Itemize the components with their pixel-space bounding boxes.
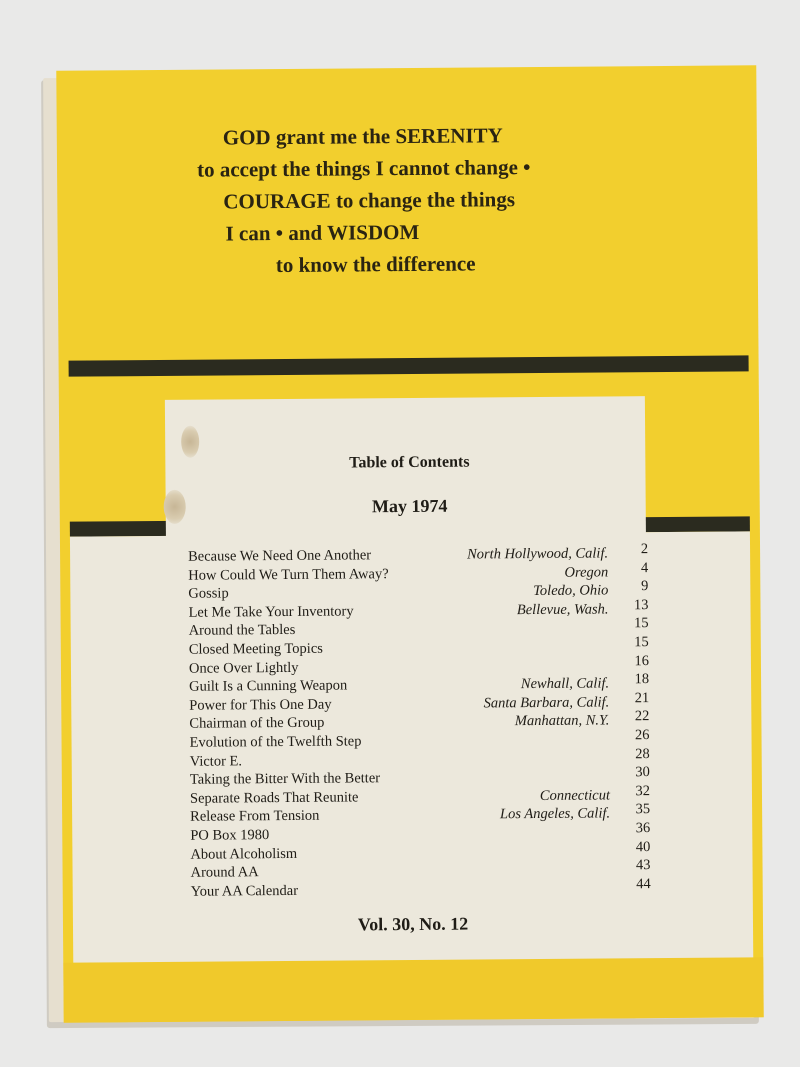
toc-entry-page: 32 (635, 782, 651, 799)
toc-entry-title: Evolution of the Twelfth Step (189, 733, 362, 751)
prayer-line: to accept the things I cannot change • (196, 155, 531, 182)
toc-entry-title: Closed Meeting Topics (188, 640, 323, 658)
toc-entry-page: 40 (635, 838, 651, 855)
toc-entry-location: Santa Barbara, Calif. (483, 694, 610, 712)
toc-entry-title: Separate Roads That Reunite (189, 789, 359, 807)
magazine-back-cover (56, 65, 763, 1022)
toc-entry-title: Guilt Is a Cunning Weapon (189, 677, 348, 695)
toc-entry-page: 15 (634, 634, 649, 651)
toc-entry-page: 16 (634, 652, 649, 669)
toc-entry-page: 28 (635, 745, 650, 762)
volume-number: Vol. 30, No. 12 (357, 913, 469, 935)
toc-entry-title: Gossip (188, 585, 229, 602)
toc-entry-page: 26 (634, 727, 650, 744)
toc-entry-location: Bellevue, Wash. (516, 601, 609, 618)
toc-entry-title: Once Over Lightly (188, 659, 299, 677)
toc-entry-location: Connecticut (539, 787, 611, 804)
paper-stain (181, 426, 199, 458)
toc-entry-page: 22 (634, 708, 650, 725)
toc-entry-title: Your AA Calendar (190, 882, 299, 900)
toc-entry-title: Chairman of the Group (189, 715, 325, 733)
toc-entry-page: 15 (634, 615, 649, 632)
toc-entry-page: 30 (635, 764, 650, 781)
prayer-line: GOD grant me the SERENITY (222, 123, 503, 150)
toc-entry-location: Newhall, Calif. (520, 675, 610, 693)
toc-entry-location: Toledo, Ohio (533, 582, 609, 600)
toc-entry-title: Taking the Bitter With the Better (189, 770, 381, 788)
top-stripe (69, 355, 749, 376)
toc-entry-page: 18 (634, 671, 650, 688)
toc-entry-title: Around the Tables (188, 622, 296, 640)
toc-entry-title: How Could We Turn Them Away? (188, 565, 389, 584)
toc-entry-page: 4 (640, 559, 649, 576)
toc-entry-title: Release From Tension (190, 808, 320, 826)
toc-entry-page: 2 (640, 541, 649, 558)
toc-entry-location: Los Angeles, Calif. (499, 805, 611, 823)
toc-entry-page: 9 (641, 578, 649, 595)
toc-entry-page: 35 (635, 801, 651, 818)
serenity-prayer (57, 117, 757, 278)
bottom-yellow-band (63, 957, 763, 1022)
toc-entry-location: Oregon (564, 564, 609, 581)
toc-entry-title: Let Me Take Your Inventory (188, 603, 354, 621)
toc-entry-page: 13 (633, 596, 649, 614)
toc-entry-page: 36 (635, 820, 651, 837)
toc-entry-title: About Alcoholism (190, 845, 298, 863)
toc-entry-title: Victor E. (189, 752, 243, 770)
toc-entry-page: 21 (634, 689, 650, 706)
toc-entry-title: Power for This One Day (189, 696, 332, 714)
prayer-line: I can • and WISDOM (225, 219, 420, 246)
toc-entry-page: 43 (635, 857, 651, 874)
toc-entry-page: 44 (636, 875, 651, 892)
toc-entry-title: PO Box 1980 (190, 827, 270, 844)
toc-entry-location: Manhattan, N.Y. (514, 712, 610, 730)
prayer-line: COURAGE to change the things (223, 187, 516, 214)
toc-entry-title: Around AA (190, 864, 259, 881)
toc-issue-date: May 1974 (371, 495, 448, 517)
toc-list (188, 541, 651, 901)
toc-entry-location: North Hollywood, Calif. (467, 545, 609, 563)
toc-entry-title: Because We Need One Another (188, 547, 372, 565)
toc-heading: Table of Contents (349, 453, 470, 472)
toc-entry (190, 875, 651, 901)
prayer-line: to know the difference (275, 251, 476, 278)
